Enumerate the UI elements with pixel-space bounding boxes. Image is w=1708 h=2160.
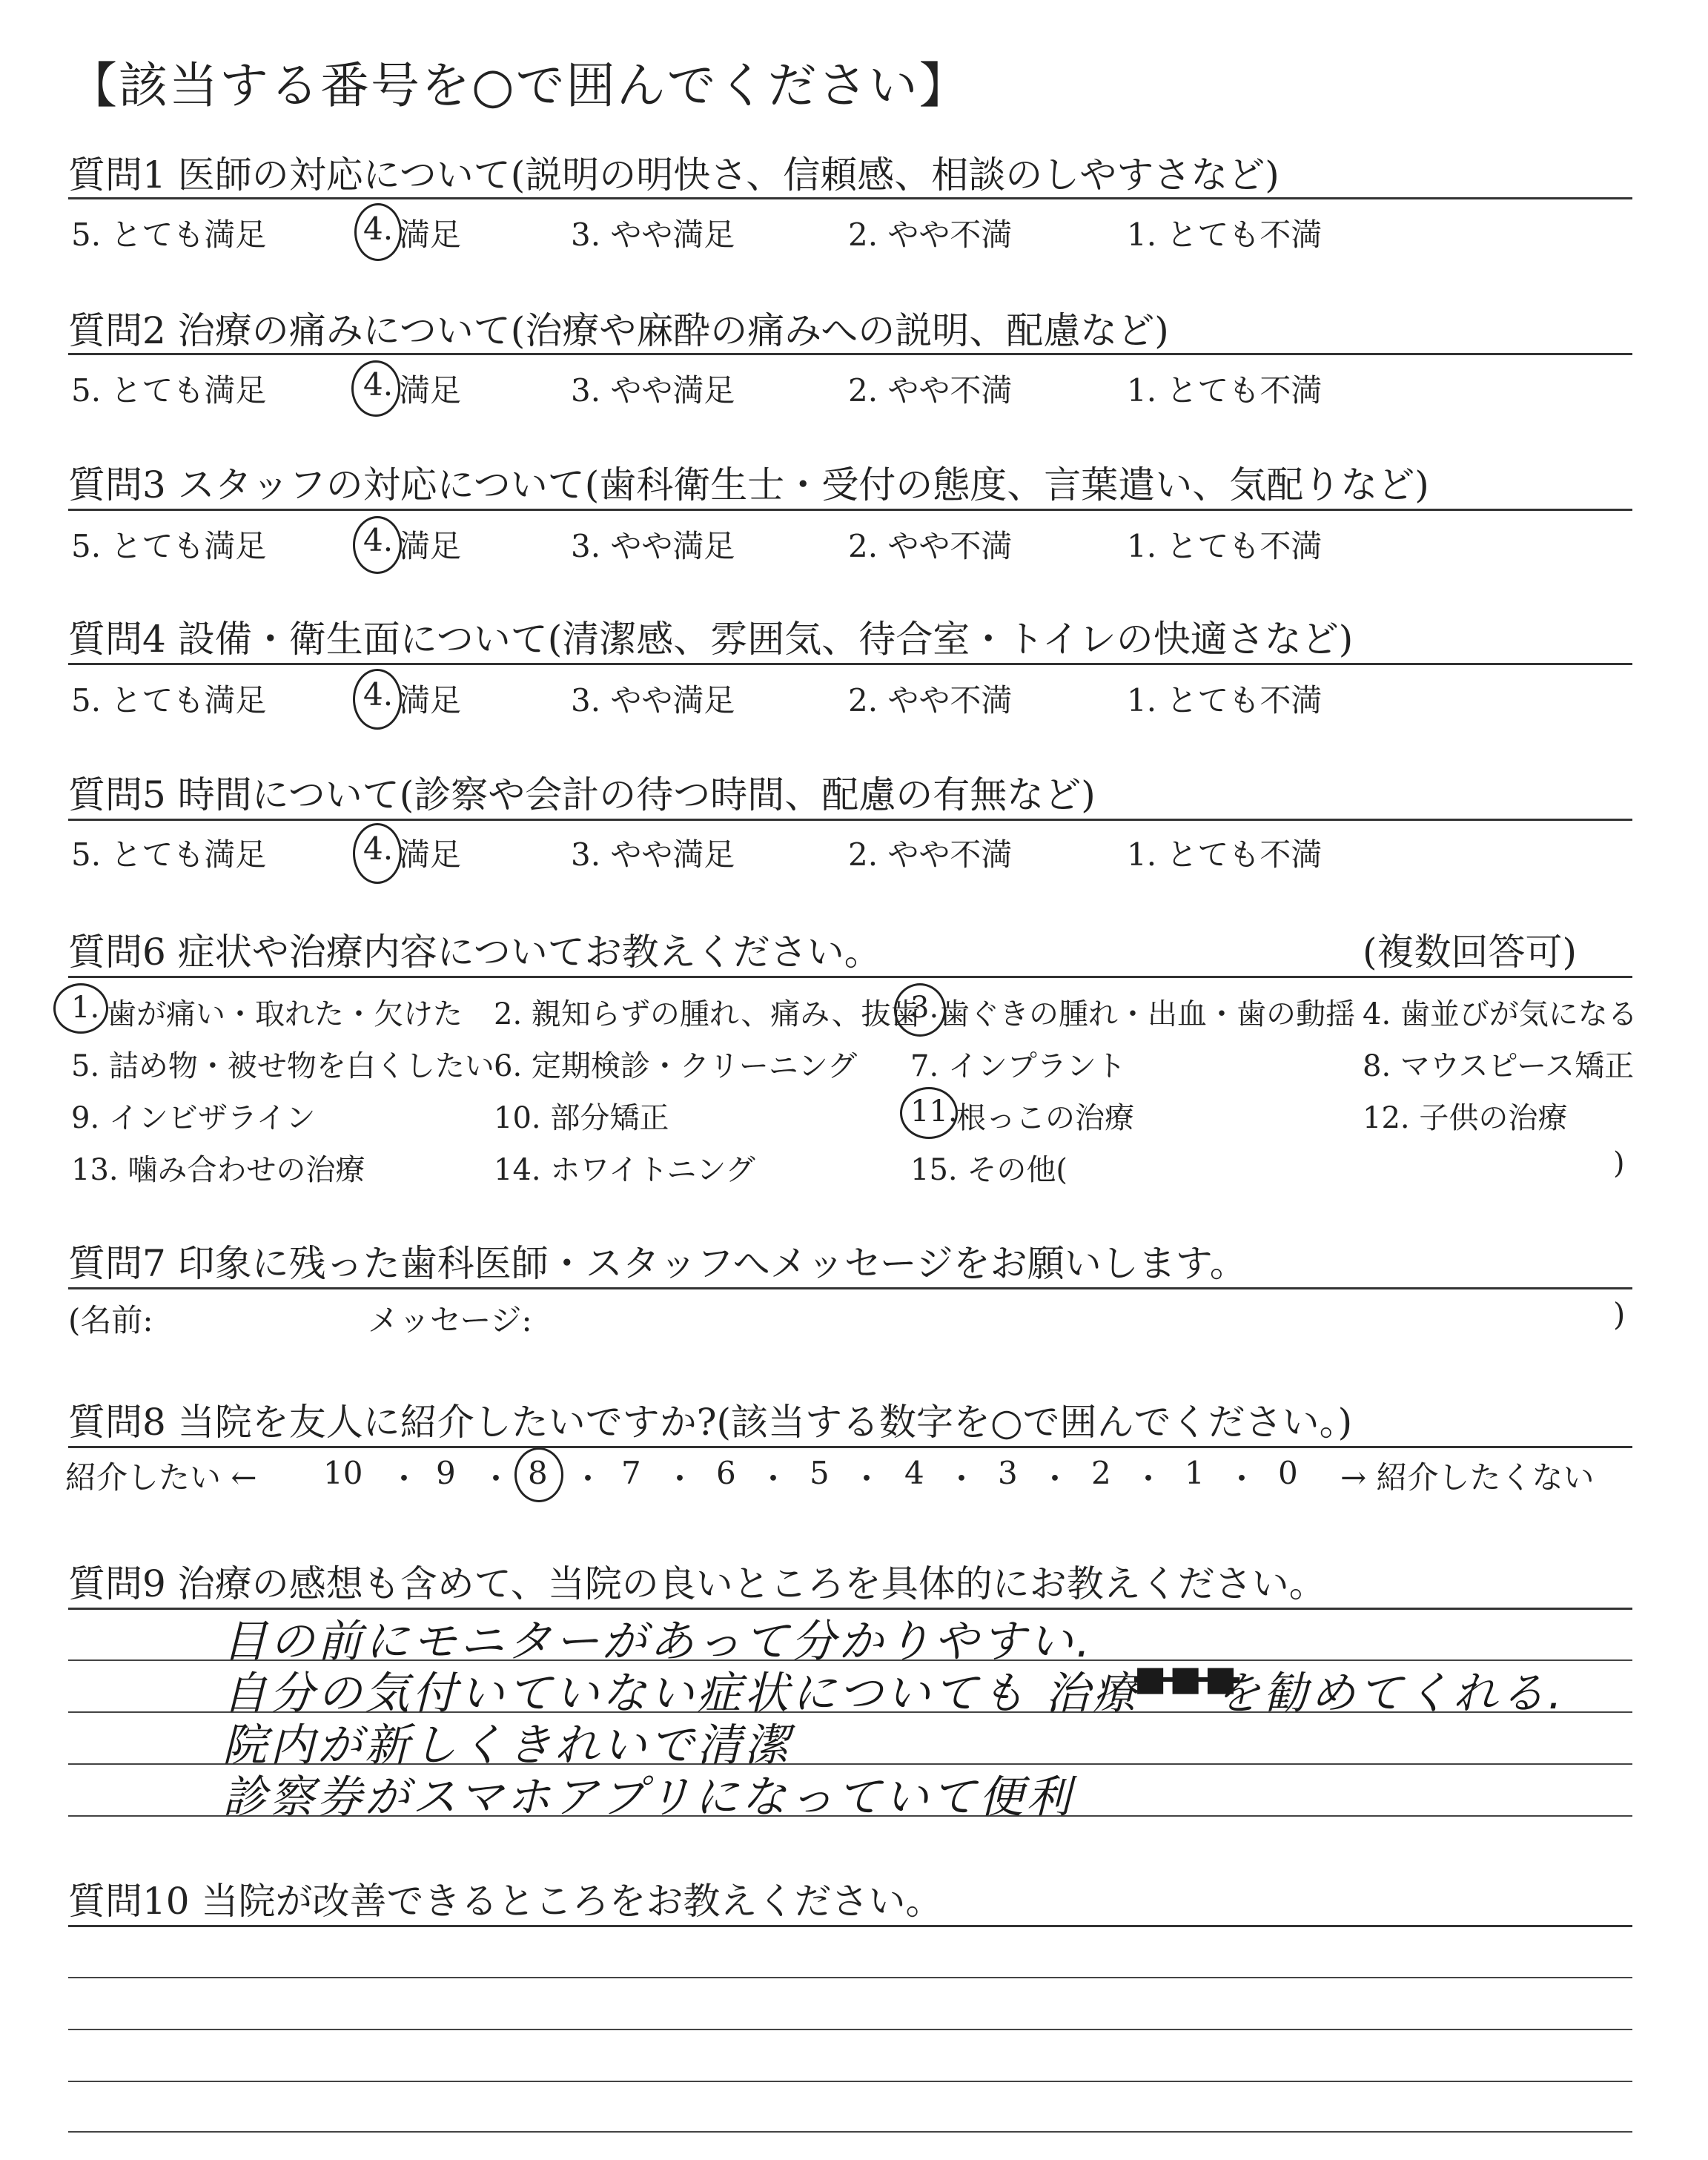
selection-circle [351, 360, 400, 417]
option-4[interactable]: 4. [363, 522, 394, 558]
scale-dot: ・ [480, 1461, 512, 1497]
option-5[interactable]: 5. とても満足 [71, 528, 267, 564]
scale-4[interactable]: 4 [904, 1455, 924, 1491]
scale-dot: ・ [758, 1461, 790, 1497]
scale-dot: ・ [946, 1461, 978, 1497]
option-3[interactable]: 3. やや満足 [571, 836, 735, 873]
scale-dot: ・ [1133, 1461, 1165, 1497]
option-4[interactable]: 4. [363, 830, 394, 867]
q6-option-3-label: 歯ぐきの腫れ・出血・歯の動揺 [940, 997, 1355, 1031]
scale-right-label: → 紹介したくない [1340, 1459, 1595, 1496]
q6-option-11-number[interactable]: 11. [910, 1094, 958, 1129]
option-5[interactable]: 5. とても満足 [71, 836, 267, 873]
message-label: メッセージ: [368, 1302, 532, 1338]
question-9-label: 質問9 治療の感想も含めて、当院の良いところを具体的にお教えください。 [68, 1562, 1326, 1605]
scale-dot: ・ [851, 1461, 883, 1497]
q6-option-8[interactable]: 8. マウスピース矯正 [1363, 1049, 1635, 1083]
selection-circle [514, 1447, 563, 1502]
divider [68, 1287, 1632, 1289]
selection-circle [354, 203, 402, 261]
q6-option-14[interactable]: 14. ホワイトニング [494, 1153, 755, 1187]
strikethrough-text: ■■■ [1134, 1658, 1240, 1698]
handwritten-answer-2: 自分の気付いていない症状についても 治療 [222, 1668, 1140, 1720]
selection-circle [53, 983, 108, 1034]
handwritten-answer-4: 診察券がスマホアプリになっていて便利 [222, 1771, 1074, 1823]
question-5-label: 質問5 時間について(診察や会計の待つ時間、配慮の有無など) [68, 773, 1096, 816]
q6-option-2[interactable]: 2. 親知らずの腫れ、痛み、抜歯 [494, 997, 921, 1031]
q6-option-12[interactable]: 12. 子供の治療 [1363, 1101, 1568, 1135]
selection-circle [353, 669, 402, 730]
option-1[interactable]: 1. とても不満 [1127, 528, 1323, 564]
improvement-answer-area[interactable] [68, 1928, 1632, 2128]
q6-option-1-label: 歯が痛い・取れた・欠けた [107, 997, 463, 1031]
divider [68, 1925, 1632, 1927]
scale-10[interactable]: 10 [323, 1455, 363, 1491]
option-3[interactable]: 3. やや満足 [571, 217, 735, 253]
option-1[interactable]: 1. とても不満 [1127, 682, 1323, 719]
option-4-label: 満足 [399, 372, 462, 409]
q6-option-15-close: ) [1613, 1146, 1625, 1180]
question-2-label: 質問2 治療の痛みについて(治療や麻酔の痛みへの説明、配慮など) [68, 309, 1169, 352]
question-8-label: 質問8 当院を友人に紹介したいですか?(該当する数字を○で囲んでください。) [68, 1401, 1353, 1444]
scale-dot: ・ [1226, 1461, 1258, 1497]
q6-option-4[interactable]: 4. 歯並びが気になる [1363, 997, 1638, 1031]
option-4-label: 満足 [399, 836, 462, 873]
option-1[interactable]: 1. とても不満 [1127, 217, 1323, 253]
scale-dot: ・ [664, 1461, 696, 1497]
divider [68, 353, 1632, 355]
option-1[interactable]: 1. とても不満 [1127, 836, 1323, 873]
q6-option-11-label: 根っこの治療 [956, 1101, 1134, 1135]
scale-6[interactable]: 6 [716, 1455, 736, 1491]
selection-circle [353, 823, 402, 884]
option-3[interactable]: 3. やや満足 [571, 682, 735, 719]
option-3[interactable]: 3. やや満足 [571, 372, 735, 409]
q6-option-13[interactable]: 13. 噛み合わせの治療 [71, 1153, 365, 1187]
handwritten-answer-2-cont: を勧めてくれる. [1216, 1668, 1566, 1720]
question-7-label: 質問7 印象に残った歯科医師・スタッフへメッセージをお願いします。 [68, 1242, 1247, 1285]
q6-option-7[interactable]: 7. インプラント [910, 1049, 1126, 1083]
option-2[interactable]: 2. やや不満 [848, 836, 1013, 873]
option-2[interactable]: 2. やや不満 [848, 372, 1013, 409]
option-4[interactable]: 4. [363, 211, 394, 247]
divider [68, 509, 1632, 511]
divider [68, 197, 1632, 199]
question-6-label: 質問6 症状や治療内容についてお教えください。 [68, 931, 881, 974]
scale-left-label: 紹介したい ← [65, 1459, 257, 1496]
question-3-label: 質問3 スタッフの対応について(歯科衛生士・受付の態度、言葉遣い、気配りなど) [68, 463, 1429, 506]
scale-dot: ・ [572, 1461, 604, 1497]
scale-9[interactable]: 9 [436, 1455, 456, 1491]
answer-line [68, 2131, 1632, 2133]
scale-1[interactable]: 1 [1185, 1455, 1205, 1491]
scale-7[interactable]: 7 [621, 1455, 641, 1491]
scale-dot: ・ [1039, 1461, 1071, 1497]
scale-5[interactable]: 5 [810, 1455, 830, 1491]
option-2[interactable]: 2. やや不満 [848, 528, 1013, 564]
option-5[interactable]: 5. とても満足 [71, 682, 267, 719]
message-field[interactable] [556, 1296, 1594, 1338]
divider [68, 976, 1632, 978]
option-4[interactable]: 4. [363, 366, 394, 403]
option-5[interactable]: 5. とても満足 [71, 217, 267, 253]
question-6-note: (複数回答可) [1363, 931, 1578, 974]
scale-dot: ・ [388, 1461, 420, 1497]
question-10-label: 質問10 当院が改善できるところをお教えください。 [68, 1880, 943, 1923]
name-label: (名前: [68, 1302, 153, 1338]
selection-circle [894, 983, 946, 1037]
option-3[interactable]: 3. やや満足 [571, 528, 735, 564]
scale-8[interactable]: 8 [528, 1455, 548, 1491]
question-1-label: 質問1 医師の対応について(説明の明快さ、信頼感、相談のしやすさなど) [68, 153, 1280, 196]
selection-circle [353, 516, 402, 574]
scale-3[interactable]: 3 [998, 1455, 1018, 1491]
option-5[interactable]: 5. とても満足 [71, 372, 267, 409]
q6-option-6[interactable]: 6. 定期検診・クリーニング [494, 1049, 858, 1083]
selection-circle [900, 1087, 958, 1139]
q6-option-15[interactable]: 15. その他( [910, 1153, 1068, 1187]
handwritten-answer-3: 院内が新しくきれいで清潔 [222, 1720, 792, 1771]
option-2[interactable]: 2. やや不満 [848, 682, 1013, 719]
q6-option-5[interactable]: 5. 詰め物・被せ物を白くしたい [71, 1049, 494, 1083]
option-2[interactable]: 2. やや不満 [848, 217, 1013, 253]
q6-option-3-number[interactable]: 3. [910, 991, 939, 1025]
page-title: 【該当する番号を○で囲んでください】 [68, 57, 970, 114]
scale-2[interactable]: 2 [1091, 1455, 1111, 1491]
option-1[interactable]: 1. とても不満 [1127, 372, 1323, 409]
q6-option-10[interactable]: 10. 部分矯正 [494, 1101, 669, 1135]
question-4-label: 質問4 設備・衛生面について(清潔感、雰囲気、待合室・トイレの快適さなど) [68, 618, 1354, 661]
option-4[interactable]: 4. [363, 676, 394, 713]
message-close: ) [1613, 1296, 1626, 1332]
scale-0[interactable]: 0 [1278, 1455, 1298, 1491]
divider [68, 819, 1632, 821]
divider [68, 663, 1632, 665]
handwritten-answer-1: 目の前にモニターがあって分かりやすい. [222, 1616, 1093, 1668]
q6-option-9[interactable]: 9. インビザライン [71, 1101, 316, 1135]
q6-option-1-number[interactable]: 1. [71, 991, 100, 1025]
option-4-label: 満足 [399, 217, 462, 253]
option-4-label: 満足 [399, 682, 462, 719]
option-4-label: 満足 [399, 528, 462, 564]
divider [68, 1446, 1632, 1448]
